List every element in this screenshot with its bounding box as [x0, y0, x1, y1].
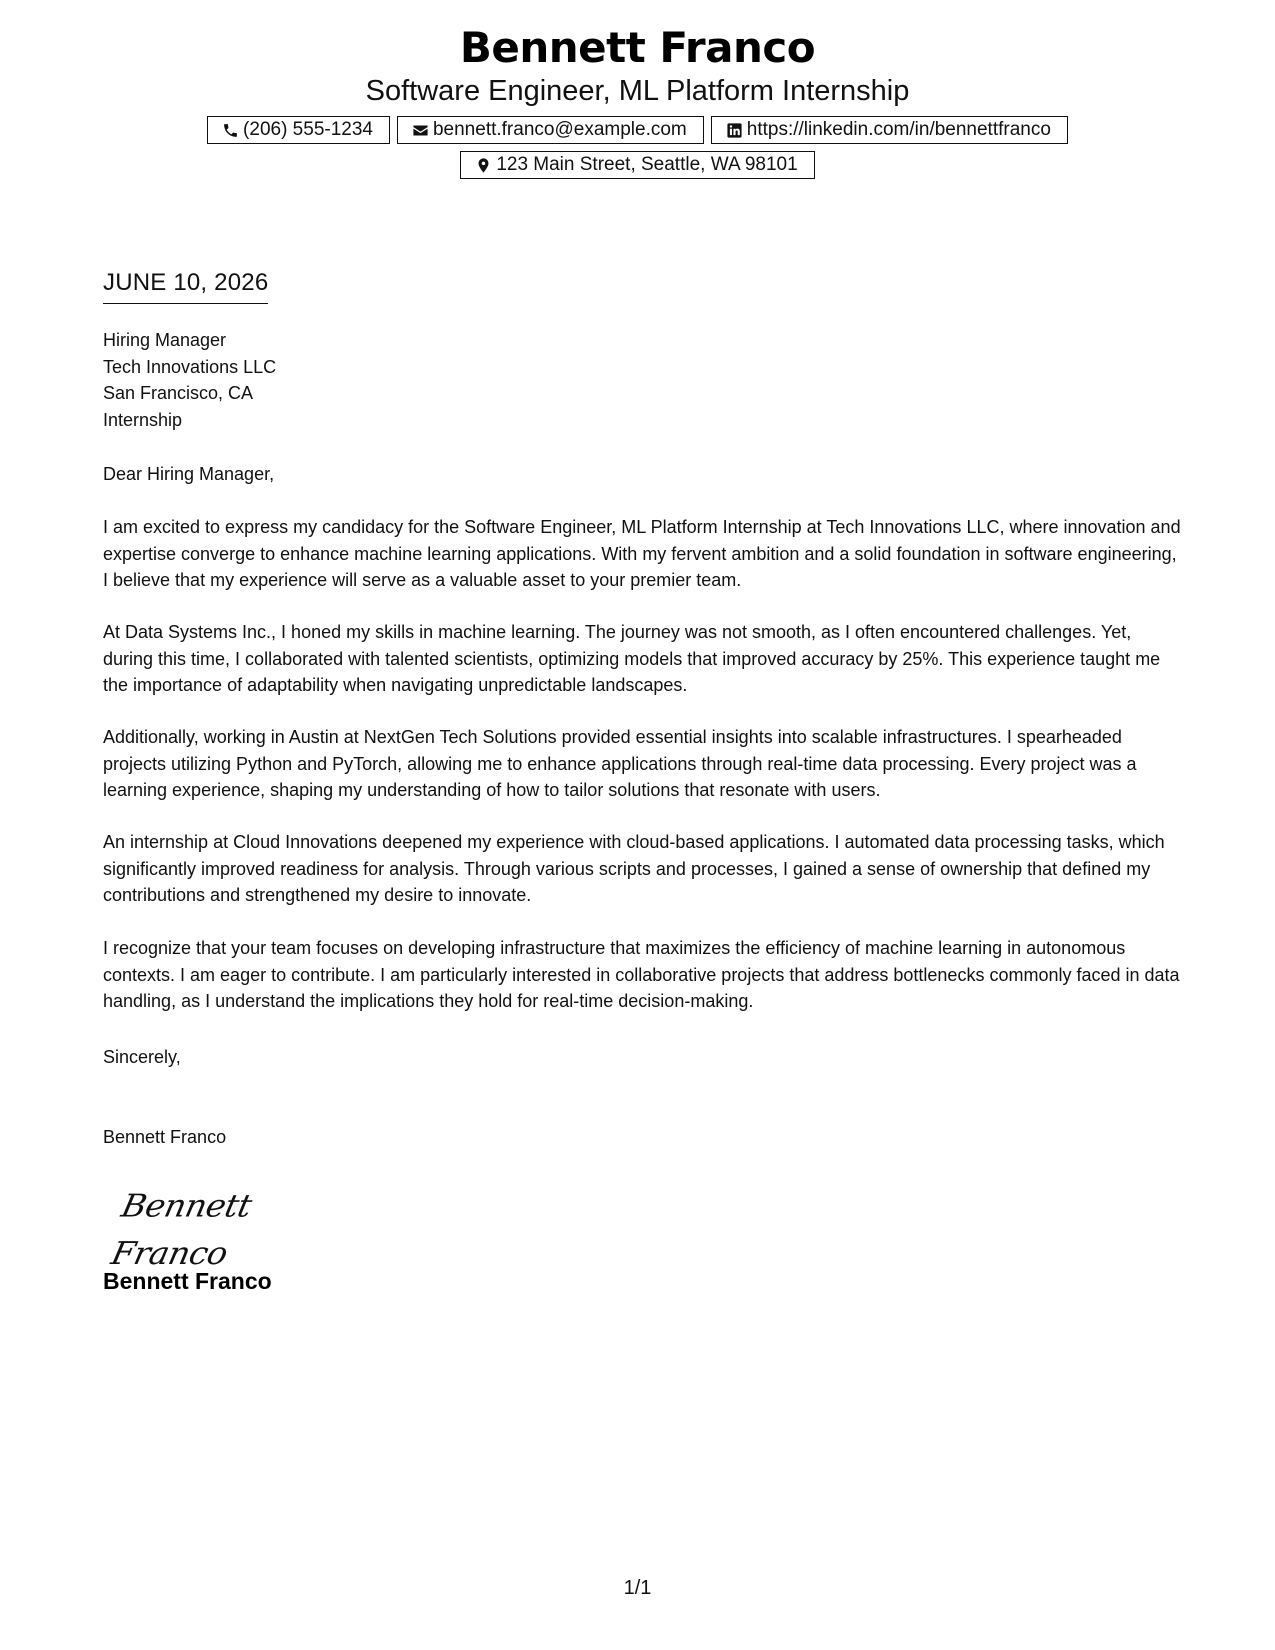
recipient-line: Hiring Manager: [103, 330, 227, 350]
linkedin-chip[interactable]: [711, 116, 1068, 144]
printed-name: Bennett Franco: [103, 1268, 272, 1294]
page-number: 1/1: [623, 1577, 652, 1599]
salutation: Dear Hiring Manager,: [103, 464, 275, 484]
email-chip[interactable]: [397, 116, 704, 144]
recipient-block: [103, 327, 276, 433]
recipient-line: Internship: [103, 409, 183, 430]
handwritten-signature: [108, 1180, 347, 1272]
recipient-line: San Francisco, CA: [103, 383, 254, 403]
body-paragraph: I am excited to express my candidacy for the Software Engineer, ML Platform Internship at Tech Innovations LLC, where innovation and expertise converge to enhance machine learning applications. With my fervent ambition and a solid foundation in software engineering, I believe that my experience will serve as a valuable asset to your premier team.: [103, 517, 1181, 590]
applicant-name: Bennett Franco: [459, 23, 816, 72]
recipient-line: Tech Innovations LLC: [103, 356, 277, 377]
linkedin-url: https://linkedin.com/in/bennettfranco: [746, 119, 1051, 140]
letter-header: [0, 22, 1275, 179]
body-paragraph: At Data Systems Inc., I honed my skills in machine learning. The journey was not smooth, as I often encountered challenges. Yet, during this time, I collaborated with talented scientists, optimizing models that improved accuracy by 25%. This experience taught me the importance of adaptability when navigating unpredictable landscapes.: [103, 622, 1161, 695]
email-address: bennett.franco@example.com: [432, 119, 687, 140]
signer-name: Bennett Franco: [103, 1127, 227, 1147]
letter-date: JUNE 10, 2026: [103, 268, 268, 304]
phone-number: (206) 555-1234: [243, 119, 373, 140]
closing: Sincerely,: [103, 1047, 181, 1067]
envelope-icon: [412, 122, 429, 139]
address-chip[interactable]: [460, 151, 814, 179]
map-marker-icon: [475, 157, 492, 174]
signature-script: Bennett Franco: [108, 1187, 255, 1272]
body-paragraph: An internship at Cloud Innovations deepened my experience with cloud-based applications. I automated data processing tasks, which significantly improved readiness for analysis. Through various scripts and processes, I gained a sense of ownership that defined my contributions and strengthened my desire to innovate.: [103, 832, 1165, 905]
body-paragraph: I recognize that your team focuses on developing infrastructure that maximizes the efficiency of machine learning in autonomous contexts. I am eager to contribute. I am particularly interested in collaborative projects that address bottlenecks commonly faced in data handling, as I understand the implications they hold for real-time decision-making.: [103, 938, 1180, 1011]
street-address: 123 Main Street, Seattle, WA 98101: [496, 154, 798, 175]
address-row: [0, 151, 1275, 179]
linkedin-icon: [726, 122, 743, 139]
phone-icon: [222, 122, 239, 139]
contact-row: [0, 116, 1275, 144]
body-paragraph: Additionally, working in Austin at NextGen Tech Solutions provided essential insights into scalable infrastructures. I spearheaded projects utilizing Python and PyTorch, allowing me to enhance applications through real-time data processing. Every project was a learning experience, shaping my understanding of how to tailor solutions that resonate with users.: [103, 727, 1137, 800]
applicant-title: Software Engineer, ML Platform Internship: [365, 75, 910, 107]
phone-chip[interactable]: [207, 116, 390, 144]
